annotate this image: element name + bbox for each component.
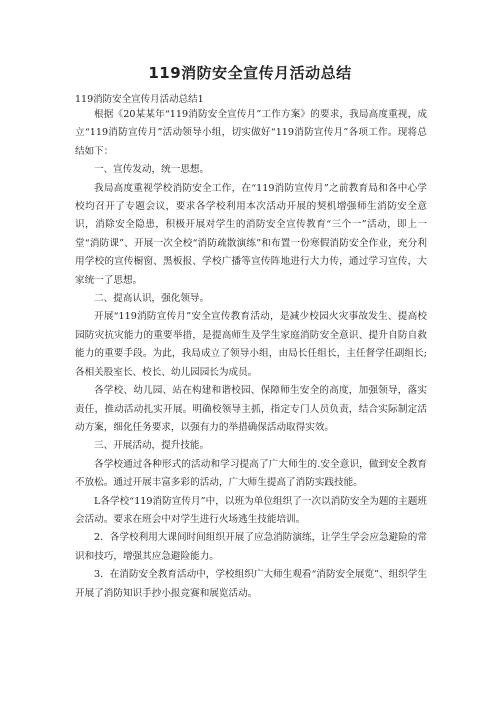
paragraph-1: 我局高度重视学校消防安全工作，在“119消防宣传月”之前教育局和各中心学校均召开了专题会议，要求各学校利用本次活动开展的契机增强师生消防安全意识，消除安全隐患，积极开展对学生的消防安全宣传教育“三个一”活动，即上一堂“消防课”、开展一次全校“消防疏散演练”和布置一份寒假消防安全作业，充分利用学校的宣传橱窗、黑板报、学校广播等宣传阵地进行大力传，通过学习宣传，大家统一了思想。: [75, 182, 427, 286]
section-heading-2: 二、提高认识，强化领导。: [94, 293, 210, 305]
document-body: [75, 106, 427, 603]
document-subtitle: 119消防安全宣传月活动总结1: [75, 94, 204, 105]
list-item-1: L各学校“119消防宣传月”中，以班为单位组织了一次以消防安全为题的主题班会活动。要求在班会中对学生进行火场逃生技能培训。: [75, 495, 427, 525]
paragraph-3: 各学校通过各种形式的活动和学习提高了广大师生的.安全意识，做到安全教育不放松。通过开展丰富多彩的活动，广大师生提高了消防实践技能。: [75, 458, 427, 489]
paragraph-intro: 根据《20某某年“119消防安全宣传月”工作方案》的要求，我局高度重视，成立“119消防宣传月”活动领导小组，切实做好“119消防宣传月”各项工作。现将总结如下：: [75, 109, 427, 157]
list-item-2: 2．各学校利用大课间时间组织开展了应急消防演练，让学生学会应急避险的常识和技巧，增强其应急避险能力。: [75, 532, 427, 562]
paragraph-2b: 各学校、幼儿园、站在构建和谐校园、保障师生安全的高度，加强领导，落实责任，推动活动扎实开展。明确校领导主抓，指定专门人员负责，结合实际制定活动方案，细化任务要求，以强有力的举措确保活动取得实效。: [75, 385, 427, 433]
document-title: 119消防安全宣传月活动总结: [148, 64, 352, 82]
list-item-3: 3．在消防安全教育活动中，学校组织广大师生观看“消防安全展览”、组织学生开展了消防知识手抄小报竞赛和展览活动。: [75, 569, 427, 599]
paragraph-2a: 开展“119消防宣传月”安全宣传教育活动，是减少校园火灾事故发生、提高校园防灾抗灾能力的重要举措，是提高师生及学生家庭消防安全意识、提升自防自救能力的重要手段。为此，我局成立了领导小组，由局长任组长，主任督学任副组长;各相关股室长、校长、幼儿园园长为成员。: [75, 311, 427, 378]
section-heading-1: 一、宣传发动，统一思想。: [94, 164, 210, 176]
section-heading-3: 三、开展活动，提升技能。: [94, 440, 210, 452]
